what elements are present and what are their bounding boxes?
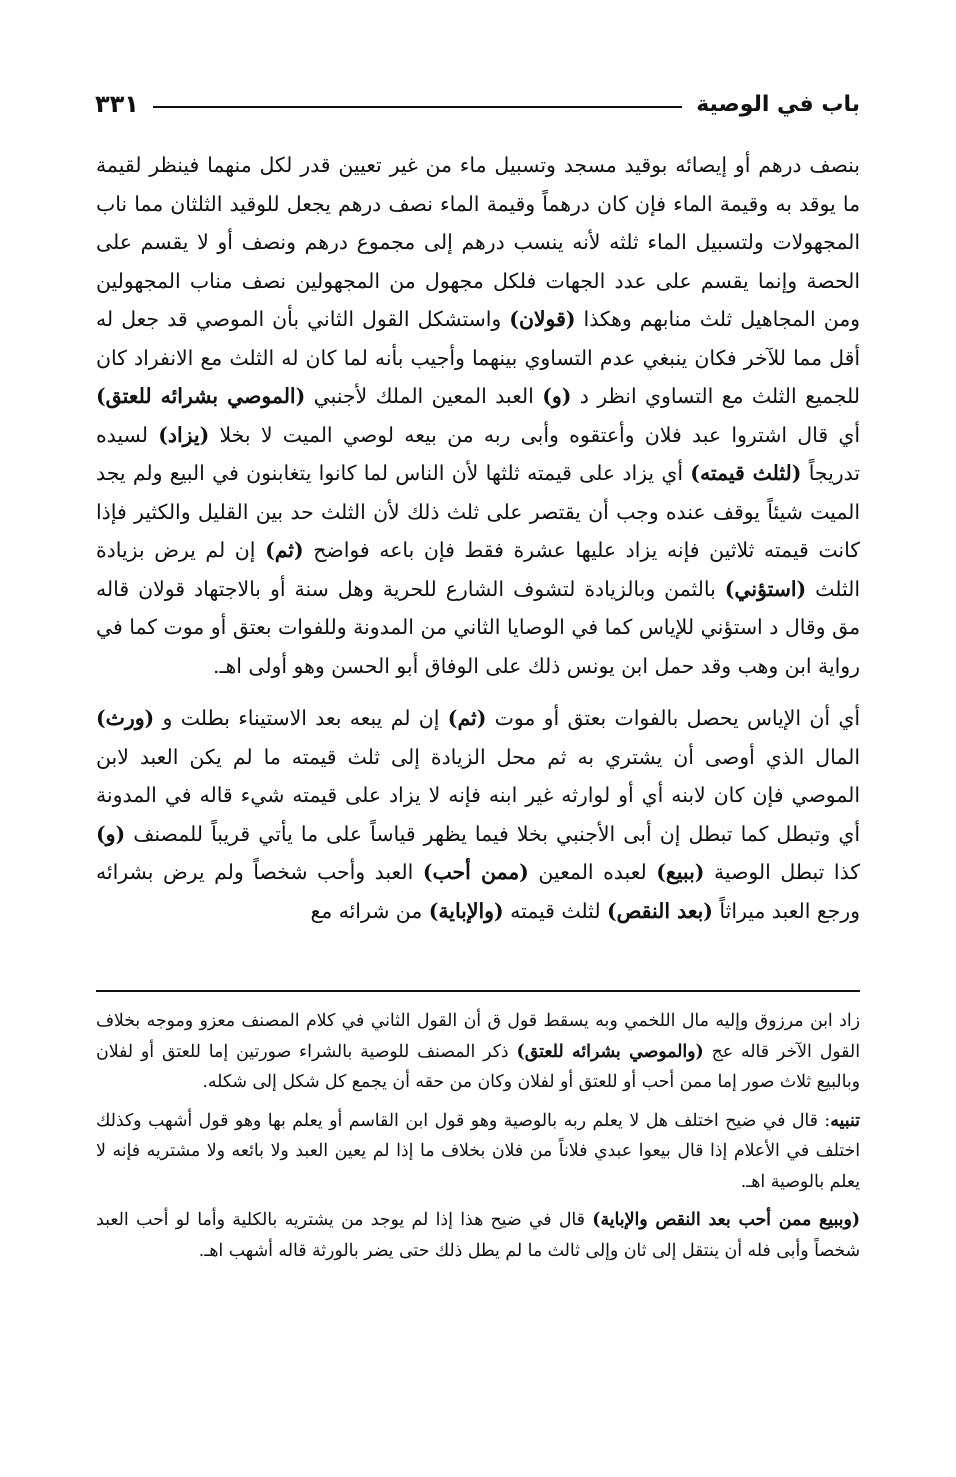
text-span: المال الذي أوصى أن يشتري به ثم محل الزيادة إلى ثلث قيمته ما لم يكن العبد لابن الموصي فإن كان لابنه أي أو لوارثه غير ابنه فإنه لا يزاد على قيمته شيء قاله في المدونة أي وتبطل كما تبطل إن أبى الأجنبي بخلا فيما يظهر قياساً على ما يأتي قريباً للمصنف xyxy=(96,744,860,846)
text-span: واستشكل القول الثاني بأن الموصي قد جعل له أقل مما للآخر فكان ينبغي عدم التساوي بينهما وأجيب بأنه لما كان له الثلث مع الانفراد كان للجميع الثلث مع التساوي انظر د xyxy=(96,307,861,408)
text-span: إن لم يرض بزيادة الثلث xyxy=(96,538,860,601)
footnote-separator xyxy=(96,990,860,992)
bold-term: (قولان) xyxy=(509,307,576,331)
main-paragraph-2 xyxy=(96,699,860,930)
text-span: أي أن الإياس يحصل بالفوات بعتق أو موت xyxy=(486,706,860,730)
bold-term: (و) xyxy=(96,821,126,846)
text-span: إن لم يبعه بعد الاستيناء بطلت و xyxy=(154,706,448,730)
bold-term: (و) xyxy=(542,384,572,408)
text-span: : قال في ضيح اختلف هل لا يعلم ربه بالوصية وهو قول ابن القاسم أو يعلم بها وهو قول أشهب وكذلك اختلف في الأعلام إذا قال بيعوا عبدي فلاناً من فلان بخلاف ما إذا لم يعين العبد ولا بائعه ولا مشتريه فإنه لا يعلم بالوصية اهـ. xyxy=(96,1110,860,1192)
text-span: لسيده تدريجاً xyxy=(96,422,860,485)
text-span: بنصف درهم أو إيصائه بوقيد مسجد وتسبيل ماء من غير تعيين قدر لكل منهما فينظر لقيمة ما يوقد به وقيمة الماء فإن كان درهماً وقيمة الماء نصف درهم يجعل للوقيد الثلثان مما ناب المجهولات ولتسبيل الماء ثلثه لأنه ينسب درهم إلى مجموع درهم ونصف أو لا يقسم على الحصة وإنما يقسم على عدد الجهات فلكل مجهول من المجهولين نصف مناب المجهولين ومن المجاهيل ثلث منابهم وهكذا xyxy=(96,153,860,331)
footnotes xyxy=(96,1006,860,1274)
page-number: ٣٣١ xyxy=(95,90,139,118)
bold-term: (ثم) xyxy=(265,538,304,562)
bold-term: (والموصي بشرائه للعتق) xyxy=(516,1041,704,1062)
text-span: من شرائه مع xyxy=(310,898,429,923)
bold-term: (ورث) xyxy=(96,706,155,730)
running-header xyxy=(95,84,860,124)
footnote-1 xyxy=(96,1006,860,1098)
text-span: لعبده المعين xyxy=(528,860,657,884)
bold-term: (ثم) xyxy=(447,706,487,730)
text-span: ذكر المصنف للوصية بالشراء صورتين إما للعتق أو لفلان وبالبيع ثلاث صور إما ممن أحب أو للعتق أو لفلان وكان من حقه أن يجمع كل شكل إلى شكله. xyxy=(96,1041,860,1092)
text-span: كذا تبطل الوصية xyxy=(704,860,860,884)
bold-term: (ببيع) xyxy=(656,860,705,884)
bold-term: (بعد النقص) xyxy=(607,898,713,923)
bold-term: (ممن أحب) xyxy=(422,860,529,884)
text-span: أي قال اشتروا عبد فلان وأعتقوه وأبى ربه من بيعه لوصي الميت لا بخلا xyxy=(209,422,860,447)
bold-term: (الموصي بشرائه للعتق) xyxy=(96,384,306,408)
bold-term: (يزاد) xyxy=(158,422,210,447)
note-label: تنبيه xyxy=(830,1110,860,1131)
text-span: أي يزاد على قيمته ثلثها لأن الناس لما كانوا يتغابنون في البيع ولم يجد الميت شيئاً يوقف عنده وجب أن يقتصر على ثلث ذلك لأن الثلث حد بين القليل والكثير فإذا كانت قيمته ثلاثين فإنه يزاد عليها عشرة فقط فإن باعه فواضح xyxy=(96,461,860,562)
main-text xyxy=(96,146,860,930)
text-span: بالثمن وبالزيادة لتشوف الشارع للحرية وهل سنة أو بالاجتهاد قولان قاله مق وقال د استؤني للإياس كما في الوصايا الثاني من المدونة وللفوات بعتق أو موت كما في رواية ابن وهب وقد حمل ابن يونس ذلك على الوفاق أبو الحسن وهو أولى اهـ. xyxy=(96,576,860,678)
bold-term: (وببيع ممن أحب بعد النقص والإباية) xyxy=(592,1210,860,1230)
text-span: العبد المعين الملك لأجنبي xyxy=(305,384,543,408)
chapter-title: باب في الوصية xyxy=(696,91,860,117)
bold-term: (والإباية) xyxy=(428,898,504,923)
text-span: قال في ضيح هذا إذا لم يوجد من يشتريه بالكلية وأما لو أحب العبد شخصاً وأبى فله أن ينتقل إلى ثان وإلى ثالث ما لم يطل ذلك حتى يضر بالورثة قاله أشهب اهـ. xyxy=(96,1210,860,1261)
main-paragraph-1 xyxy=(96,146,860,685)
header-rule xyxy=(153,106,682,108)
bold-term: (استؤني) xyxy=(724,576,807,601)
text-span: زاد ابن مرزوق وإليه مال اللخمي وبه يسقط قول ق أن القول الثاني في كلام المصنف معزو وموجه بخلاف القول الآخر قاله عج xyxy=(96,1011,860,1062)
footnote-3 xyxy=(96,1205,860,1266)
text-span: العبد وأحب شخصاً ولم يرض بشرائه ورجع العبد ميراثاً xyxy=(96,860,860,923)
bold-term: (لثلث قيمته) xyxy=(690,461,802,485)
text-span: لثلث قيمته xyxy=(503,898,608,923)
footnote-2 xyxy=(96,1106,860,1198)
